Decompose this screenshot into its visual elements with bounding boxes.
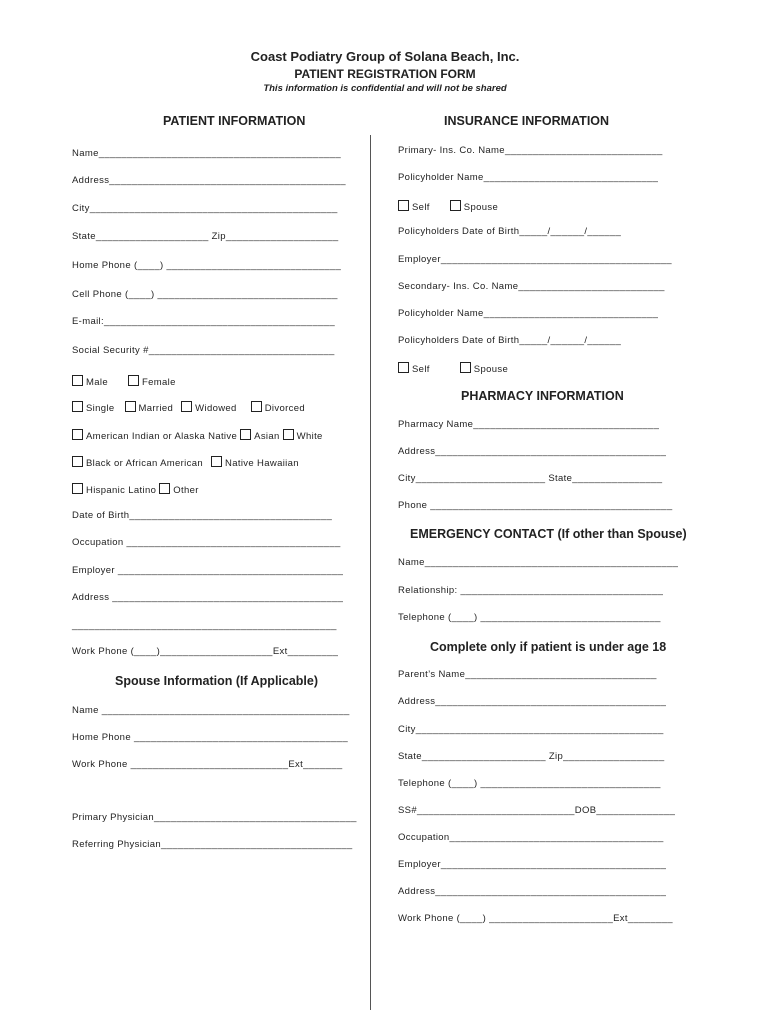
patient-info-heading: PATIENT INFORMATION (163, 114, 306, 128)
emergency-telephone-field[interactable]: Telephone (____) ________________________________ (398, 612, 661, 623)
policyholder-dob-field-2[interactable]: Policyholders Date of Birth_____/______/______ (398, 335, 622, 346)
parent-employer-address-field[interactable]: Address_________________________________________ (398, 886, 667, 897)
hispanic-checkbox[interactable] (72, 483, 83, 494)
policyholder-name-field-1[interactable]: Policyholder Name_______________________________ (398, 172, 659, 183)
employer-address-line2-field[interactable]: _______________________________________________ (72, 620, 337, 631)
primary-ins-co-field[interactable]: Primary- Ins. Co. Name____________________________ (398, 145, 663, 156)
parent-city-field[interactable]: City____________________________________________ (398, 724, 664, 735)
org-name: Coast Podiatry Group of Solana Beach, Inc. (250, 49, 520, 64)
self-label-2: Self (412, 364, 430, 375)
male-checkbox[interactable] (72, 375, 83, 386)
parent-occupation-field[interactable]: Occupation______________________________________ (398, 832, 664, 843)
pharmacy-phone-field[interactable]: Phone ___________________________________________ (398, 500, 673, 511)
parent-ss-dob-field[interactable]: SS#____________________________DOB______________ (398, 805, 676, 816)
marital-row (72, 401, 305, 415)
race-row-3 (72, 483, 199, 497)
spouse-label-2: Spouse (473, 364, 509, 375)
secondary-ins-co-field[interactable]: Secondary- Ins. Co. Name__________________________ (398, 281, 665, 292)
spouse-work-phone-field[interactable]: Work Phone ____________________________Ext_______ (72, 759, 343, 770)
married-checkbox[interactable] (125, 401, 136, 412)
insurance-info-heading: INSURANCE INFORMATION (444, 114, 610, 128)
native-hawaiian-label: Native Hawaiian (225, 458, 299, 469)
patient-ssn-field[interactable]: Social Security #_________________________________ (72, 345, 335, 356)
white-label: White (296, 431, 323, 442)
male-label: Male (86, 377, 108, 388)
spouse-checkbox-1[interactable] (450, 200, 461, 211)
patient-work-phone-field[interactable]: Work Phone (____)____________________Ext_________ (72, 646, 339, 657)
parent-name-field[interactable]: Parent’s Name__________________________________ (398, 669, 657, 680)
widowed-label: Widowed (195, 403, 237, 414)
emergency-relationship-field[interactable]: Relationship: ____________________________________ (398, 585, 664, 596)
pharmacy-city-state-field[interactable]: City_______________________ State________________ (398, 473, 663, 484)
patient-employer-field[interactable]: Employer ________________________________________ (72, 565, 344, 576)
divorced-checkbox[interactable] (251, 401, 262, 412)
primary-physician-field[interactable]: Primary Physician____________________________________ (72, 812, 357, 823)
spouse-name-field[interactable]: Name ____________________________________________ (72, 705, 350, 716)
patient-dob-field[interactable]: Date of Birth____________________________________ (72, 510, 333, 521)
policyholder-dob-field-1[interactable]: Policyholders Date of Birth_____/______/______ (398, 226, 622, 237)
sex-row (72, 375, 176, 389)
self-checkbox-1[interactable] (398, 200, 409, 211)
patient-home-phone-field[interactable]: Home Phone (____) _______________________________ (72, 260, 342, 271)
patient-email-field[interactable]: E-mail:_________________________________________ (72, 316, 335, 327)
other-checkbox[interactable] (159, 483, 170, 494)
patient-cell-phone-field[interactable]: Cell Phone (____) ________________________________ (72, 289, 338, 300)
female-checkbox[interactable] (128, 375, 139, 386)
patient-occupation-field[interactable]: Occupation ______________________________________ (72, 537, 341, 548)
referring-physician-field[interactable]: Referring Physician__________________________________ (72, 839, 353, 850)
policyholder-relation-row-1 (398, 200, 498, 214)
pharmacy-address-field[interactable]: Address_________________________________________ (398, 446, 667, 457)
single-label: Single (86, 403, 115, 414)
self-label-1: Self (412, 202, 430, 213)
american-indian-label: American Indian or Alaska Native (86, 431, 238, 442)
native-hawaiian-checkbox[interactable] (211, 456, 222, 467)
white-checkbox[interactable] (283, 429, 294, 440)
minor-section-heading: Complete only if patient is under age 18 (430, 640, 667, 654)
pharmacy-info-heading: PHARMACY INFORMATION (461, 389, 624, 403)
spouse-home-phone-field[interactable]: Home Phone ______________________________________ (72, 732, 349, 743)
married-label: Married (138, 403, 174, 414)
black-checkbox[interactable] (72, 456, 83, 467)
widowed-checkbox[interactable] (181, 401, 192, 412)
emergency-contact-heading: EMERGENCY CONTACT (If other than Spouse) (410, 527, 687, 541)
spouse-label-1: Spouse (463, 202, 499, 213)
parent-address-field[interactable]: Address_________________________________________ (398, 696, 667, 707)
patient-city-field[interactable]: City____________________________________________ (72, 203, 338, 214)
spouse-checkbox-2[interactable] (460, 362, 471, 373)
patient-address-field[interactable]: Address__________________________________________ (72, 175, 346, 186)
hispanic-label: Hispanic Latino (86, 485, 157, 496)
single-checkbox[interactable] (72, 401, 83, 412)
employer-address-field[interactable]: Address _________________________________________ (72, 592, 344, 603)
asian-label: Asian (254, 431, 280, 442)
policyholder-relation-row-2 (398, 362, 508, 376)
parent-telephone-field[interactable]: Telephone (____) ________________________________ (398, 778, 661, 789)
parent-state-zip-field[interactable]: State______________________ Zip__________________ (398, 751, 665, 762)
black-label: Black or African American (86, 458, 203, 469)
insurance-employer-field[interactable]: Employer_________________________________________ (398, 254, 672, 265)
pharmacy-name-field[interactable]: Pharmacy Name_________________________________ (398, 419, 660, 430)
policyholder-name-field-2[interactable]: Policyholder Name_______________________________ (398, 308, 659, 319)
parent-work-phone-field[interactable]: Work Phone (____) ______________________Ext________ (398, 913, 673, 924)
american-indian-checkbox[interactable] (72, 429, 83, 440)
spouse-info-heading: Spouse Information (If Applicable) (115, 674, 319, 688)
other-label: Other (173, 485, 199, 496)
confidential-notice: This information is confidential and will not be shared (263, 83, 507, 94)
emergency-name-field[interactable]: Name_____________________________________________ (398, 557, 679, 568)
race-row-2 (72, 456, 299, 470)
race-row-1 (72, 429, 323, 443)
column-divider (370, 135, 371, 1010)
divorced-label: Divorced (264, 403, 305, 414)
form-title: PATIENT REGISTRATION FORM (294, 67, 476, 81)
patient-name-field[interactable]: Name___________________________________________ (72, 148, 341, 159)
parent-employer-field[interactable]: Employer________________________________________ (398, 859, 667, 870)
asian-checkbox[interactable] (240, 429, 251, 440)
self-checkbox-2[interactable] (398, 362, 409, 373)
patient-state-zip-field[interactable]: State____________________ Zip____________________ (72, 231, 339, 242)
female-label: Female (142, 377, 176, 388)
